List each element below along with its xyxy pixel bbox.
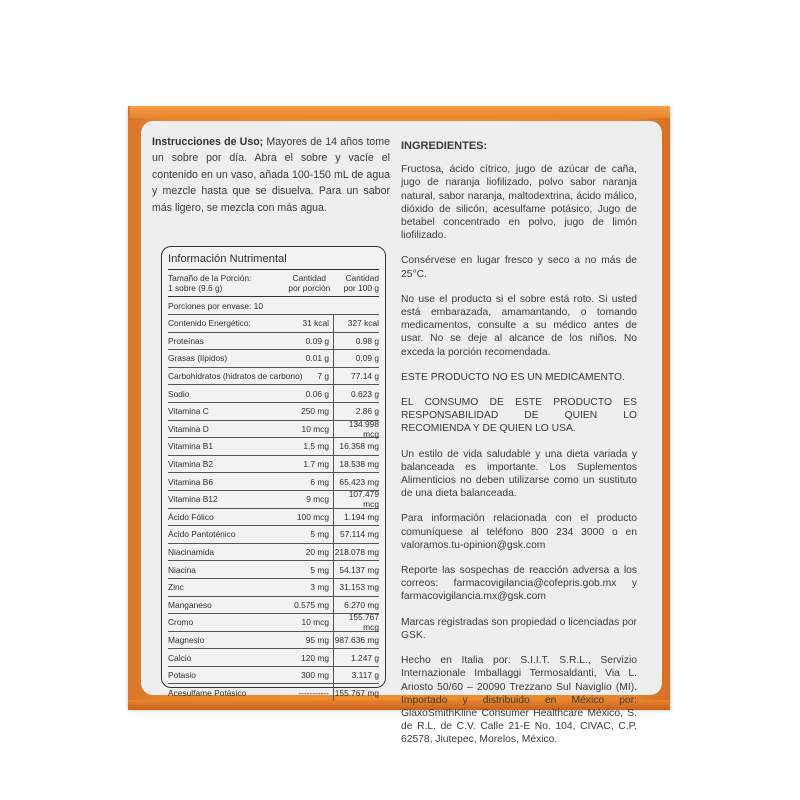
table-row xyxy=(168,418,379,439)
amount-per-serving: 0.09 g xyxy=(284,333,334,350)
amount-per-100g: 65.423 mg xyxy=(339,476,379,487)
table-row xyxy=(168,491,379,509)
amount-per-serving: 0.06 g xyxy=(284,385,334,402)
servings-per-container: Porciones por envase: 10 xyxy=(168,297,379,315)
nutrient-name: Niacina xyxy=(168,564,196,575)
nutrition-title: Información Nutrimental xyxy=(168,253,287,265)
instructions-heading: Instrucciones de Uso; xyxy=(152,136,264,148)
amount-per-serving: 10 mcg xyxy=(284,614,334,631)
amount-per-serving: 9 mcg xyxy=(284,491,334,508)
nutrient-name: Vitamina D xyxy=(168,423,209,434)
nutrient-name: Potasio xyxy=(168,670,196,681)
contact-text: Para información relacionada con el producto comuníquese al teléfono 800 234 3000 o en valoramos.tu-opinion@gsk.com xyxy=(401,513,637,551)
nutrient-name: Proteínas xyxy=(168,335,204,346)
package-top-edge xyxy=(130,106,670,118)
amount-per-serving: 5 mg xyxy=(284,526,334,543)
nutrient-name: Grasas (lípidos) xyxy=(168,353,228,364)
nutrient-name: Calcio xyxy=(168,652,192,663)
nutrient-name: Sodio xyxy=(168,388,190,399)
nutrition-rows xyxy=(168,315,379,701)
amount-per-serving: 1.5 mg xyxy=(284,438,334,455)
nutrient-name: Ácido Pantoténico xyxy=(168,529,236,540)
per-serving-header-line2: por porción xyxy=(288,283,331,293)
table-row xyxy=(168,561,379,579)
amount-per-serving: ----------- xyxy=(284,684,334,701)
amount-per-serving: 300 mg xyxy=(284,667,334,684)
manufacturer-text: Hecho en Italia por: S.I.I.T. S.R.L., Servizio Internazionale Imballaggi Termosaldanti, Via L. Ariosto 50/60 – 20090 Trezzano Sul Naviglio (MI). Importado y distribuido en México por: GlaxoSmithKline Consumer Healthcare México, S. de R.L. de C.V. Calle 21-E No. 104, CIVAC, C.P. 62578, Jiutepec, Morelos, México. xyxy=(401,655,637,746)
per-100g-header-line2: por 100 g xyxy=(343,283,379,293)
nutrient-name: Cromo xyxy=(168,617,194,628)
table-row xyxy=(168,333,379,351)
amount-per-100g: 1.247 g xyxy=(351,652,379,663)
nutrient-name: Acesulfame Potásico xyxy=(168,687,247,698)
nutrient-name: Vitamina C xyxy=(168,406,209,417)
nutrition-facts-table xyxy=(161,246,386,698)
amount-per-100g: 3.117 g xyxy=(351,670,379,681)
usage-instructions xyxy=(152,134,390,216)
serving-size-line2: 1 sobre (9.6 g) xyxy=(168,283,223,293)
table-row xyxy=(168,649,379,667)
amount-per-100g: 107.479 mcg xyxy=(348,489,379,510)
nutrient-name: Carbohidratos (hidratos de carbono) xyxy=(168,371,303,382)
serving-size-label xyxy=(168,273,284,293)
amount-per-serving: 6 mg xyxy=(284,473,334,490)
amount-per-100g: 2.86 g xyxy=(355,406,379,417)
amount-per-100g: 218.078 mg xyxy=(334,547,379,558)
amount-per-100g: 155.767 mcg xyxy=(348,612,379,633)
ingredients-list: Fructosa, ácido cítrico, jugo de azúcar de caña, jugo de naranja liofilizado, polvo sabor naranja natural, sabor naranja, maltodextrina, ácido málico, dióxido de silicón, acesulfame potásico, Jugo de betabel concentrado en polvo, jugo de limón liofilizado. xyxy=(401,164,637,242)
amount-per-100g: 77.14 g xyxy=(351,371,379,382)
table-row xyxy=(168,614,379,632)
nutrient-name: Vitamina B1 xyxy=(168,441,214,452)
per-serving-header-line1: Cantidad xyxy=(292,273,327,283)
not-medicine-text: ESTE PRODUCTO NO ES UN MEDICAMENTO. xyxy=(401,371,625,383)
amount-per-serving: 95 mg xyxy=(284,632,334,649)
amount-per-serving: 31 kcal xyxy=(284,315,334,332)
table-row xyxy=(168,368,379,386)
ingredients-heading: INGREDIENTES: xyxy=(401,140,488,152)
table-row xyxy=(168,544,379,562)
table-row xyxy=(168,350,379,368)
report-text: Reporte las sospechas de reacción adversa a los correos: farmacovigilancia@cofepris.gob.mx y farmacovigilancia.mx@gsk.com xyxy=(401,565,637,603)
amount-per-100g: 327 kcal xyxy=(347,318,379,329)
amount-per-serving: 0.01 g xyxy=(284,350,334,367)
amount-per-serving: 100 mcg xyxy=(284,509,334,526)
amount-per-100g: 134.998 mcg xyxy=(348,418,379,439)
responsibility-text: EL CONSUMO DE ESTE PRODUCTO ES RESPONSABILIDAD DE QUIEN LO RECOMIENDA Y DE QUIEN LO USA. xyxy=(401,397,637,435)
table-row xyxy=(168,385,379,403)
nutrient-name: Niacinamida xyxy=(168,547,215,558)
storage-text: Consérvese en lugar fresco y seco a no más de 25°C. xyxy=(401,255,637,280)
amount-per-100g: 0.09 g xyxy=(355,353,379,364)
amount-per-100g: 6.270 mg xyxy=(344,599,379,610)
nutrient-name: Vitamina B12 xyxy=(168,494,218,505)
amount-per-100g: 987.636 mg xyxy=(334,634,379,645)
table-row xyxy=(168,456,379,474)
table-row xyxy=(168,632,379,650)
lifestyle-text: Un estilo de vida saludable y una dieta variada y balanceada es importante. Los Suplementos Alimenticios no deben utilizarse como un sustituto de una dieta balanceada. xyxy=(401,448,637,500)
amount-per-100g: 54.137 mg xyxy=(339,564,379,575)
instructions-body: Mayores de 14 años tome un sobre por día. Abra el sobre y vacíe el contenido en un vaso, añada 100-150 mL de agua y mezcle hasta que se disuelva. Para un sabor más ligero, se mezcla con más agua. xyxy=(152,136,390,214)
nutrient-name: Magnesio xyxy=(168,634,205,645)
per-serving-header xyxy=(284,273,335,293)
trademarks-text: Marcas registradas son propiedad o licenciadas por GSK. xyxy=(401,616,637,641)
amount-per-serving: 7 g xyxy=(284,368,334,385)
table-row xyxy=(168,526,379,544)
ingredients-column xyxy=(401,140,637,759)
table-row xyxy=(168,438,379,456)
amount-per-100g: 1.194 mg xyxy=(344,511,379,522)
per-100g-header xyxy=(335,273,379,293)
amount-per-100g: 31.153 mg xyxy=(339,582,379,593)
warning-text: No use el producto si el sobre está roto. Si usted está embarazada, amamantando, o tomando medicamentos, consulte a su médico antes de usar. No se deje al alcance de los niños. No exceda la porción recomendada. xyxy=(401,293,637,358)
amount-per-100g: 155.767 mg xyxy=(334,687,379,698)
nutrient-name: Vitamina B2 xyxy=(168,459,214,470)
nutrient-name: Manganeso xyxy=(168,599,212,610)
nutrient-name: Ácido Fólico xyxy=(168,511,214,522)
amount-per-serving: 120 mg xyxy=(284,649,334,666)
nutrient-name: Zinc xyxy=(168,582,184,593)
amount-per-serving: 10 mcg xyxy=(284,421,334,438)
amount-per-serving: 0.575 mg xyxy=(284,597,334,614)
amount-per-serving: 5 mg xyxy=(284,561,334,578)
amount-per-100g: 16.358 mg xyxy=(339,441,379,452)
amount-per-serving: 3 mg xyxy=(284,579,334,596)
amount-per-serving: 250 mg xyxy=(284,403,334,420)
per-100g-header-line1: Cantidad xyxy=(345,273,379,283)
amount-per-100g: 57.114 mg xyxy=(340,529,379,540)
table-row xyxy=(168,684,379,701)
table-row xyxy=(168,667,379,685)
nutrient-name: Contenido Energético: xyxy=(168,318,251,329)
nutrient-name: Vitamina B6 xyxy=(168,476,214,487)
amount-per-100g: 0.623 g xyxy=(351,388,379,399)
nutrition-header xyxy=(168,269,379,297)
serving-size-line1: Tamaño de la Porción: xyxy=(168,273,252,283)
amount-per-serving: 20 mg xyxy=(284,544,334,561)
table-row xyxy=(168,509,379,527)
amount-per-100g: 18.538 mg xyxy=(339,459,379,470)
amount-per-serving: 1.7 mg xyxy=(284,456,334,473)
table-row xyxy=(168,579,379,597)
amount-per-100g: 0.98 g xyxy=(355,335,379,346)
table-row xyxy=(168,315,379,333)
